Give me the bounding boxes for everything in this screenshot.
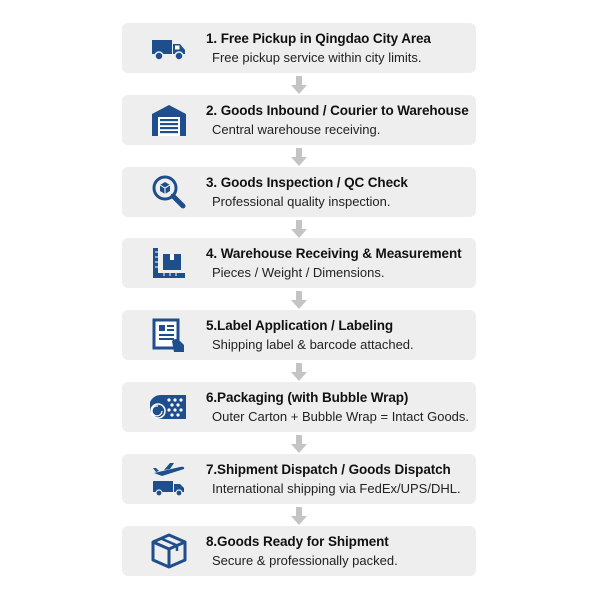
down-arrow-icon [291, 220, 307, 238]
warehouse-icon [150, 102, 188, 138]
step-title: 4. Warehouse Receiving & Measurement [206, 246, 462, 261]
down-arrow-icon [291, 435, 307, 453]
step-8 [122, 526, 476, 576]
measure-box-icon [150, 245, 188, 281]
step-description: Central warehouse receiving. [212, 122, 381, 137]
down-arrow-icon [291, 291, 307, 309]
step-description: Outer Carton + Bubble Wrap = Intact Goods. [212, 409, 470, 424]
step-1 [122, 23, 476, 73]
step-title: 6.Packaging (with Bubble Wrap) [206, 390, 409, 405]
step-description: International shipping via FedEx/UPS/DHL. [212, 481, 461, 496]
step-description: Free pickup service within city limits. [212, 50, 422, 65]
step-description: Shipping label & barcode attached. [212, 337, 414, 352]
down-arrow-icon [291, 148, 307, 166]
step-title: 3. Goods Inspection / QC Check [206, 175, 408, 190]
step-6 [122, 382, 476, 432]
label-hand-icon [150, 317, 188, 353]
magnifier-box-icon [150, 174, 188, 210]
package-box-icon [150, 533, 188, 569]
step-5 [122, 310, 476, 360]
step-3 [122, 167, 476, 217]
down-arrow-icon [291, 507, 307, 525]
pickup-truck-icon [150, 30, 188, 66]
step-description: Pieces / Weight / Dimensions. [212, 265, 385, 280]
step-title: 5.Label Application / Labeling [206, 318, 394, 333]
step-title: 1. Free Pickup in Qingdao City Area [206, 31, 431, 46]
down-arrow-icon [291, 76, 307, 94]
step-title: 8.Goods Ready for Shipment [206, 534, 389, 549]
step-7 [122, 454, 476, 504]
step-description: Secure & professionally packed. [212, 553, 398, 568]
step-title: 7.Shipment Dispatch / Goods Dispatch [206, 462, 451, 477]
bubble-wrap-icon [150, 389, 188, 425]
step-4 [122, 238, 476, 288]
step-2 [122, 95, 476, 145]
step-title: 2. Goods Inbound / Courier to Warehouse [206, 103, 469, 118]
down-arrow-icon [291, 363, 307, 381]
plane-truck-icon [150, 461, 188, 497]
step-description: Professional quality inspection. [212, 194, 391, 209]
